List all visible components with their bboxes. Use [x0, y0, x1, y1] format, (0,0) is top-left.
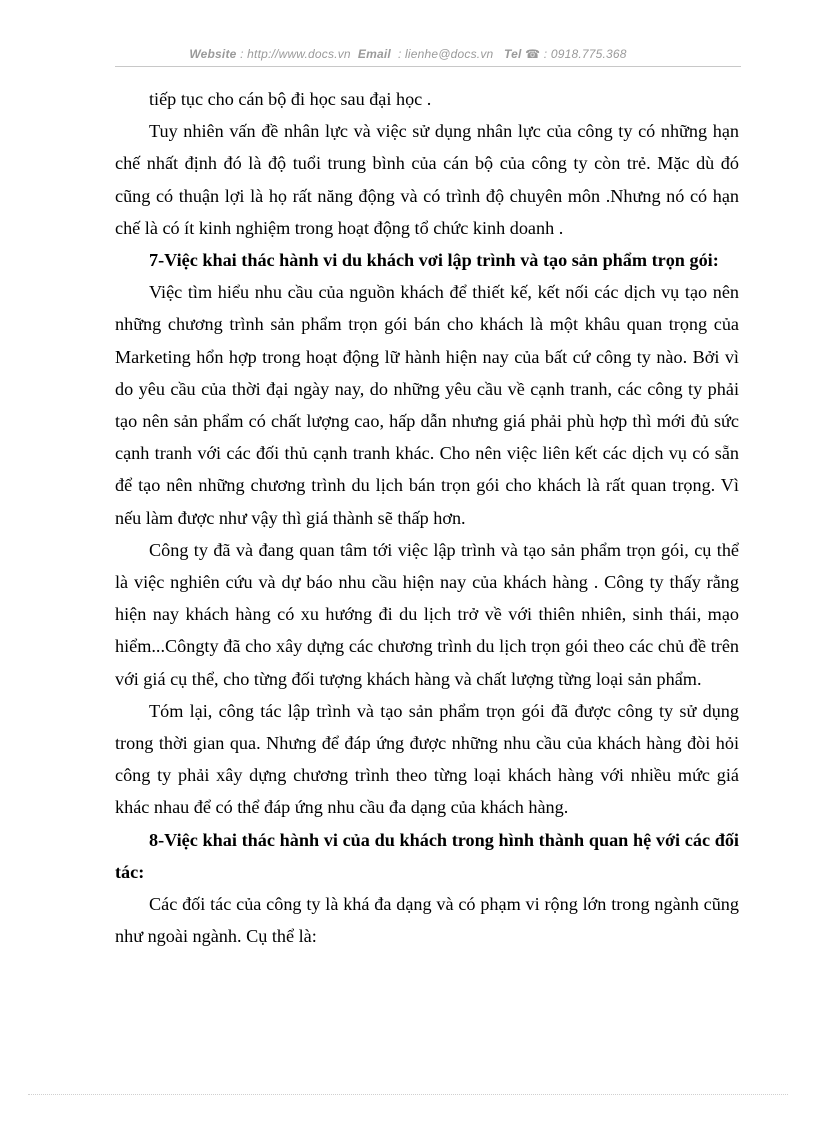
paragraph-partners: Các đối tác của công ty là khá đa dạng và có phạm vi rộng lớn trong ngành cũng như ngoài ngành. Cụ thể là:	[115, 894, 739, 947]
email-label: Email	[357, 47, 391, 61]
paragraph-company-programs: Công ty đã và đang quan tâm tới việc lập trình và tạo sản phẩm trọn gói, cụ thể là việc nghiên cứu và dự báo nhu cầu hiện nay của khách hàng . Công ty thấy rằng hiện nay khách hàng có xu hướng đi du lịch trở về với thiên nhiên, sinh thái, mạo hiểm...Côngty đã cho xây dựng các chương trình du lịch trọn gói theo các chủ đề trên với giá cụ thể, cho từng đối tượng khách hàng và chất lượng từng loại sản phẩm.	[115, 539, 739, 689]
tel-label: Tel	[504, 47, 522, 61]
paragraph-summary: Tóm lại, công tác lập trình và tạo sản phẩm trọn gói đã được công ty sử dụng trong thời gian qua. Nhưng để đáp ứng được những nhu cầu của khách hàng đòi hỏi công ty phải xây dựng chương trình theo từng loại khách hàng với nhiều mức giá khác nhau để có thể đáp ứng nhu cầu đa dạng của khách hàng.	[115, 700, 739, 818]
paragraph-package-needs: Việc tìm hiểu nhu cầu của nguồn khách để thiết kế, kết nối các dịch vụ tạo nên những chương trình sản phẩm trọn gói bán cho khách là một khâu quan trọng của Marketing hổn hợp trong hoạt động lữ hành hiện nay của bất cứ công ty nào. Bởi vì do yêu cầu của thời đại ngày nay, do những yêu cầu về cạnh tranh, các công ty phải tạo nên sản phẩm có chất lượng cao, hấp dẫn nhưng giá phải phù hợp thì mới đủ sức cạnh tranh với các đối thủ cạnh tranh khác. Cho nên việc liên kết các dịch vụ có sẵn để tạo nên những chương trình du lịch bán trọn gói cho khách là rất quan trọng. Vì nếu làm được như vậy thì giá thành sẽ thấp hơn.	[115, 282, 739, 528]
section-heading-7: 7-Việc khai thác hành vi du khách vơi lập trình và tạo sản phẩm trọn gói:	[149, 250, 719, 271]
section-heading-8: 8-Việc khai thác hành vi của du khách trong hình thành quan hệ với các đối tác:	[115, 829, 739, 882]
footer-divider	[28, 1094, 788, 1095]
paragraph-human-resources: Tuy nhiên vấn đề nhân lực và việc sử dụng nhân lực của công ty có những hạn chế nhất định đó là độ tuổi trung bình của cán bộ của công ty còn trẻ. Mặc dù đó cũng có thuận lợi là họ rất năng động và có trình độ chuyên môn .Nhưng nó có hạn chế là có ít kinh nghiệm trong hoạt động tổ chức kinh doanh .	[115, 121, 739, 238]
header-divider	[115, 66, 741, 67]
document-body	[115, 83, 739, 952]
page-header	[0, 47, 816, 61]
email-address[interactable]: : lienhe@docs.vn	[397, 47, 494, 61]
tel-number: : 0918.775.368	[543, 47, 627, 61]
telephone-icon: ☎	[525, 47, 541, 61]
website-label: Website	[189, 47, 237, 61]
website-url[interactable]: : http://www.docs.vn	[240, 47, 351, 61]
paragraph-continuation: tiếp tục cho cán bộ đi học sau đại học .	[149, 89, 432, 109]
